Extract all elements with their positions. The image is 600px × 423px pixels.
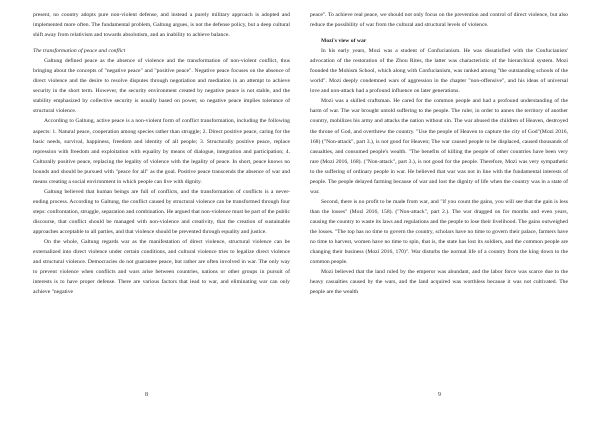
right-paragraph-3: Second, there is no profit to be made from war, and "if you count the gains, you will see that the gain is less than the losses" (Mozi 2016, 158). ("Non-attack", part 2.). The war dragged on for months and even years, causing the country to waste its laws and regulations and the people to lose their livelihood. The gains outweighed the losses. "The top has no time to govern the country, scholars have no time to govern their palace, farmers have no time to harvest, women have no time to spin, that is, the state has lost its soldiers, and the common people are changing their business (Mozi 2016, 170)". War disturbs the normal life of a country from the king down to the common people.	[310, 198, 568, 266]
page-number-left: 8	[145, 392, 148, 398]
section-heading: Mozi's view of war	[321, 38, 367, 45]
right-paragraph-4: Mozi believed that the land ruled by the emperor was abundant, and the labor force was scarce due to the heavy casualties caused by the wars, and the land acquired was worthless because it was not cultivated. The people are the wealth	[310, 269, 568, 296]
right-page	[300, 0, 600, 423]
left-page-text	[33, 10, 290, 297]
left-paragraph-3: Galtung believed that human beings are full of conflicts, and the transformation of conflicts is a never-ending process. According to Galtung, the conflict caused by structural violence can be transformed through four steps: confrontation, struggle, separation and combination. He argued that non-violence must be part of the public discourse, that conflict should be managed with non-violence and creativity, that the creation of sustainable approaches acceptable to all parties, and that violence should be prevented through equality and justice.	[33, 188, 290, 235]
right-paragraph-1: In his early years, Mozi was a student of Confucianism. He was dissatisfied with the Confucianists' advocation of the restoration of the Zhou Rites, the latter was characteristic of the hierarchical system. Mozi founded the Mohism School, which along with Confucianism, was ranked among "the outstanding schools of the world". Mozi deeply condemned wars of aggression in the chapter "non-offensive", and his ideas of universal love and non-attack had a profound influence on later generations.	[310, 48, 568, 95]
left-paragraph-2: According to Galtung, active peace is a non-violent form of conflict transformation, including the following aspects: 1. Natural peace, cooperation among species rather than struggle; 2. Direct positive peace, caring for the basic needs, survival, happiness, freedom and identity of all people; 3. Structurally positive peace, replace repression with freedom and exploitation with equality by means of dialogue, integration and participation; 4. Culturally positive peace, replacing the legality of violence with the legality of peace. In short, peace knows no bounds and should be pursued with "peace for all" as the goal. Positive peace transcends the absence of war and means creating a social environment in which people can live with dignity.	[33, 118, 290, 185]
section-subheading: The transformation of peace and conflict	[33, 48, 126, 55]
right-intro-paragraph: peace". To achieve real peace, we should not only focus on the prevention and control of direct violence, but also reduce the possibility of war from the cultural and structural levels of violence.	[310, 12, 568, 29]
right-page-text	[310, 10, 568, 297]
left-paragraph-1: Galtung defined peace as the absence of violence and the transformation of non-violent conflict, thus bringing about the concepts of "negative peace" and "positive peace". Negative peace focuses on the absence of direct violence and the desire to resolve disputes through negotiation and mediation in an attempt to achieve security in the short term. However, the security environment created by negative peace is not stable, and the stability emphasized by collective security is usually based on power, so negative peace implies tolerance of structural violence.	[33, 58, 290, 115]
right-paragraph-2: Mozi was a skilled craftsman. He cared for the common people and had a profound understanding of the harm of war. The war brought untold suffering to the people. The ruler, in order to annex the territory of another country, mobilizes his army and attacks the nation without sin. The war abused the children of Heaven, destroyed the throne of God, and overthrew the country. "Use the people of Heaven to capture the city of God"(Mozi 2016, 168) ("Non-attack", part 3.), is not good for Heaven; The war caused people to be displaced, caused thousands of casualties, and consumed people's wealth. "The benefits of killing the people of other countries have been very rare (Mozi 2016, 168). ("Non-attack", part 3.), is not good for the people. Therefore, Mozi was very sympathetic to the suffering of ordinary people in war. He believed that war was not in line with the fundamental interests of people. The people delayed farming because of war and lost the dignity of life when the country was in a state of war.	[310, 98, 568, 195]
left-intro-paragraph: present, no country adopts pure non-violent defense, and instead a purely military approach is adopted and implemented more often. The fundamental problem, Galtung argues, is not the defense policy, but a deep cultural shift away from relativism and towards absolutism, and an inability to achieve balance.	[33, 12, 290, 39]
page-number-right: 9	[438, 392, 441, 398]
left-paragraph-4: On the whole, Galtung regards war as the manifestation of direct violence, structural violence can be externalized into direct violence under certain conditions, and cultural violence tries to legalize direct violence and structural violence. Democracies do not guarantee peace, but rather are often involved in war. The only way to prevent violence when conflicts and wars arise between countries, nations or other groups in pursuit of interests is to have proper defense. There are various factors that lead to war, and eliminating war can only achieve "negative	[33, 239, 290, 296]
